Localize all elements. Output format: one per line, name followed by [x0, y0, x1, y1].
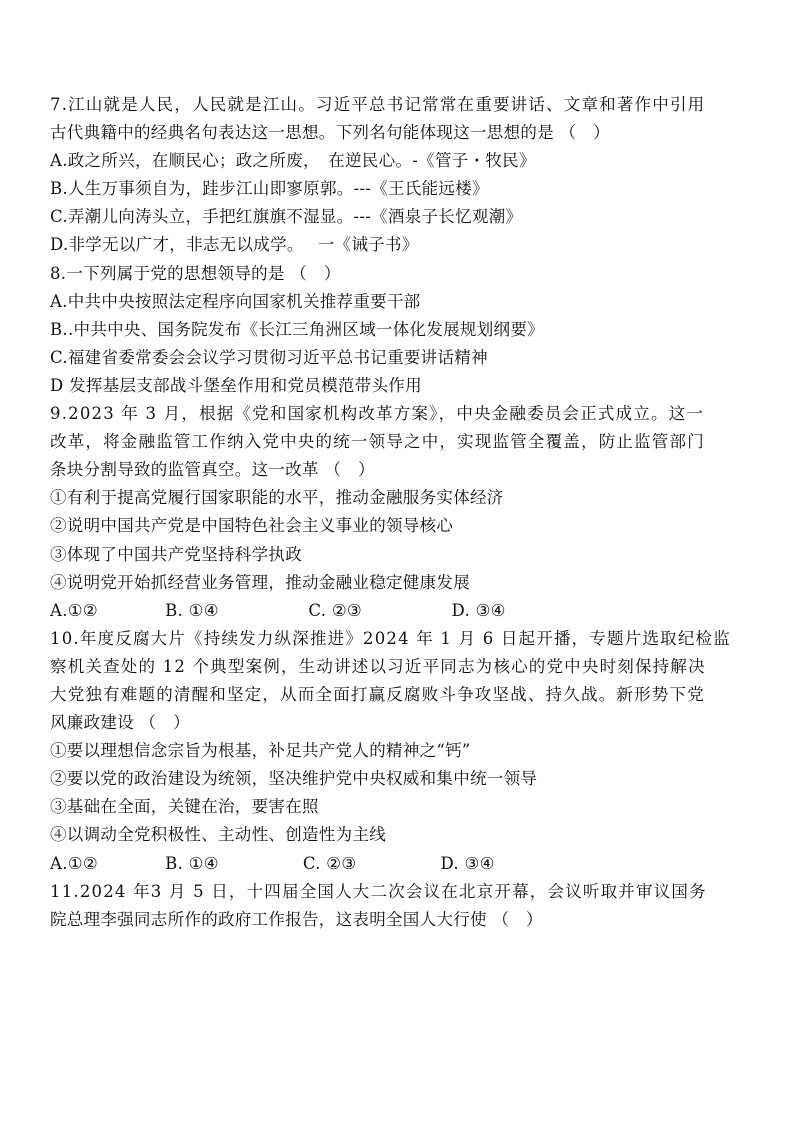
option-c: C.弄潮儿向涛头立，手把红旗旗不湿显。---《酒泉子长忆观潮》	[50, 207, 523, 227]
question-stem-line: 大党独有难题的清醒和坚定，从而全面打赢反腐败斗争攻坚战、持久战。新形势下党	[50, 684, 705, 704]
option-c: C.福建省委常委会会议学习贯彻习近平总书记重要讲话精神	[50, 347, 488, 367]
question-stem-line: 条块分割导致的监管真空。这一改革 （ ）	[50, 460, 375, 480]
statement-4: ④说明党开始抓经营业务管理，推动金融业稳定健康发展	[50, 572, 470, 592]
statement-1: ①有利于提高党履行国家职能的水平，推动金融服务实体经济	[50, 488, 504, 508]
question-stem-line: 风廉政建设 （ ）	[50, 713, 190, 733]
option-b: B.人生万事须自为，跬步江山即寥原郭。---《王氏能远楼》	[50, 179, 489, 199]
option-a: A.中共中央按照法定程序向国家机关推荐重要干部	[50, 291, 421, 311]
option-b: B..中共中央、国务院发布《长江三角洲区域一体化发展规划纲要》	[50, 319, 544, 339]
question-stem-line: 察机关查处的 12 个典型案例，生动讲述以习近平同志为核心的党中央时刻保持解决	[50, 656, 706, 676]
question-8	[50, 260, 750, 400]
option-a: A.政之所兴，在顺民心；政之所废， 在逆民心。-《管子・牧民》	[50, 151, 536, 171]
statement-2: ②说明中国共产党是中国特色社会主义事业的领导核心	[50, 516, 454, 536]
statement-1: ①要以理想信念宗旨为根基，补足共产党人的精神之“钙”	[50, 741, 471, 761]
question-10	[50, 625, 750, 878]
exam-page	[50, 91, 750, 934]
statement-3: ③体现了中国共产党坚持科学执政	[50, 544, 302, 564]
question-stem-line: 8.一下列属于党的思想领导的是 （ ）	[50, 263, 341, 283]
question-stem-line: 10.年度反腐大片《持续发力纵深推进》2024 年 1 月 6 日起开播，专题片选取纪检监	[50, 628, 731, 648]
question-stem-line: 11.2024 年3 月 5 日，十四届全国人大二次会议在北京开幕，会议听取并审议国务	[50, 881, 707, 901]
option-d: D.非学无以广才，非志无以成学。 一《诫子书》	[50, 235, 419, 255]
question-9	[50, 400, 750, 625]
question-stem-line: 改革，将金融监管工作纳入党中央的统一领导之中，实现监管全覆盖，防止监管部门	[50, 432, 705, 452]
question-stem-line: 9.2023 年 3 月，根据《党和国家机构改革方案》，中央金融委员会正式成立。这一	[50, 404, 705, 424]
statement-4: ④以调动全党积极性、主动性、创造性为主线	[50, 825, 386, 845]
option-d: D 发挥基层支部战斗堡垒作用和党员模范带头作用	[50, 375, 422, 395]
statement-2: ②要以党的政治建设为统领，坚决维护党中央权威和集中统一领导	[50, 769, 538, 789]
question-stem-line: 院总理李强同志所作的政府工作报告，这表明全国人大行使 （ ）	[50, 909, 543, 929]
answer-choices: A.①② B. ①④ C. ②③ D. ③④	[50, 853, 495, 873]
question-11	[50, 878, 750, 934]
question-stem-line: 古代典籍中的经典名句表达这一思想。下列名句能体现这一思想的是 （ ）	[50, 123, 610, 143]
statement-3: ③基础在全面，关键在治，要害在照	[50, 797, 319, 817]
answer-choices: A.①② B. ①④ C. ②③ D. ③④	[50, 600, 506, 620]
question-stem-line: 7.江山就是人民，人民就是江山。习近平总书记常常在重要讲话、文章和著作中引用	[50, 95, 706, 114]
question-7	[50, 91, 750, 260]
